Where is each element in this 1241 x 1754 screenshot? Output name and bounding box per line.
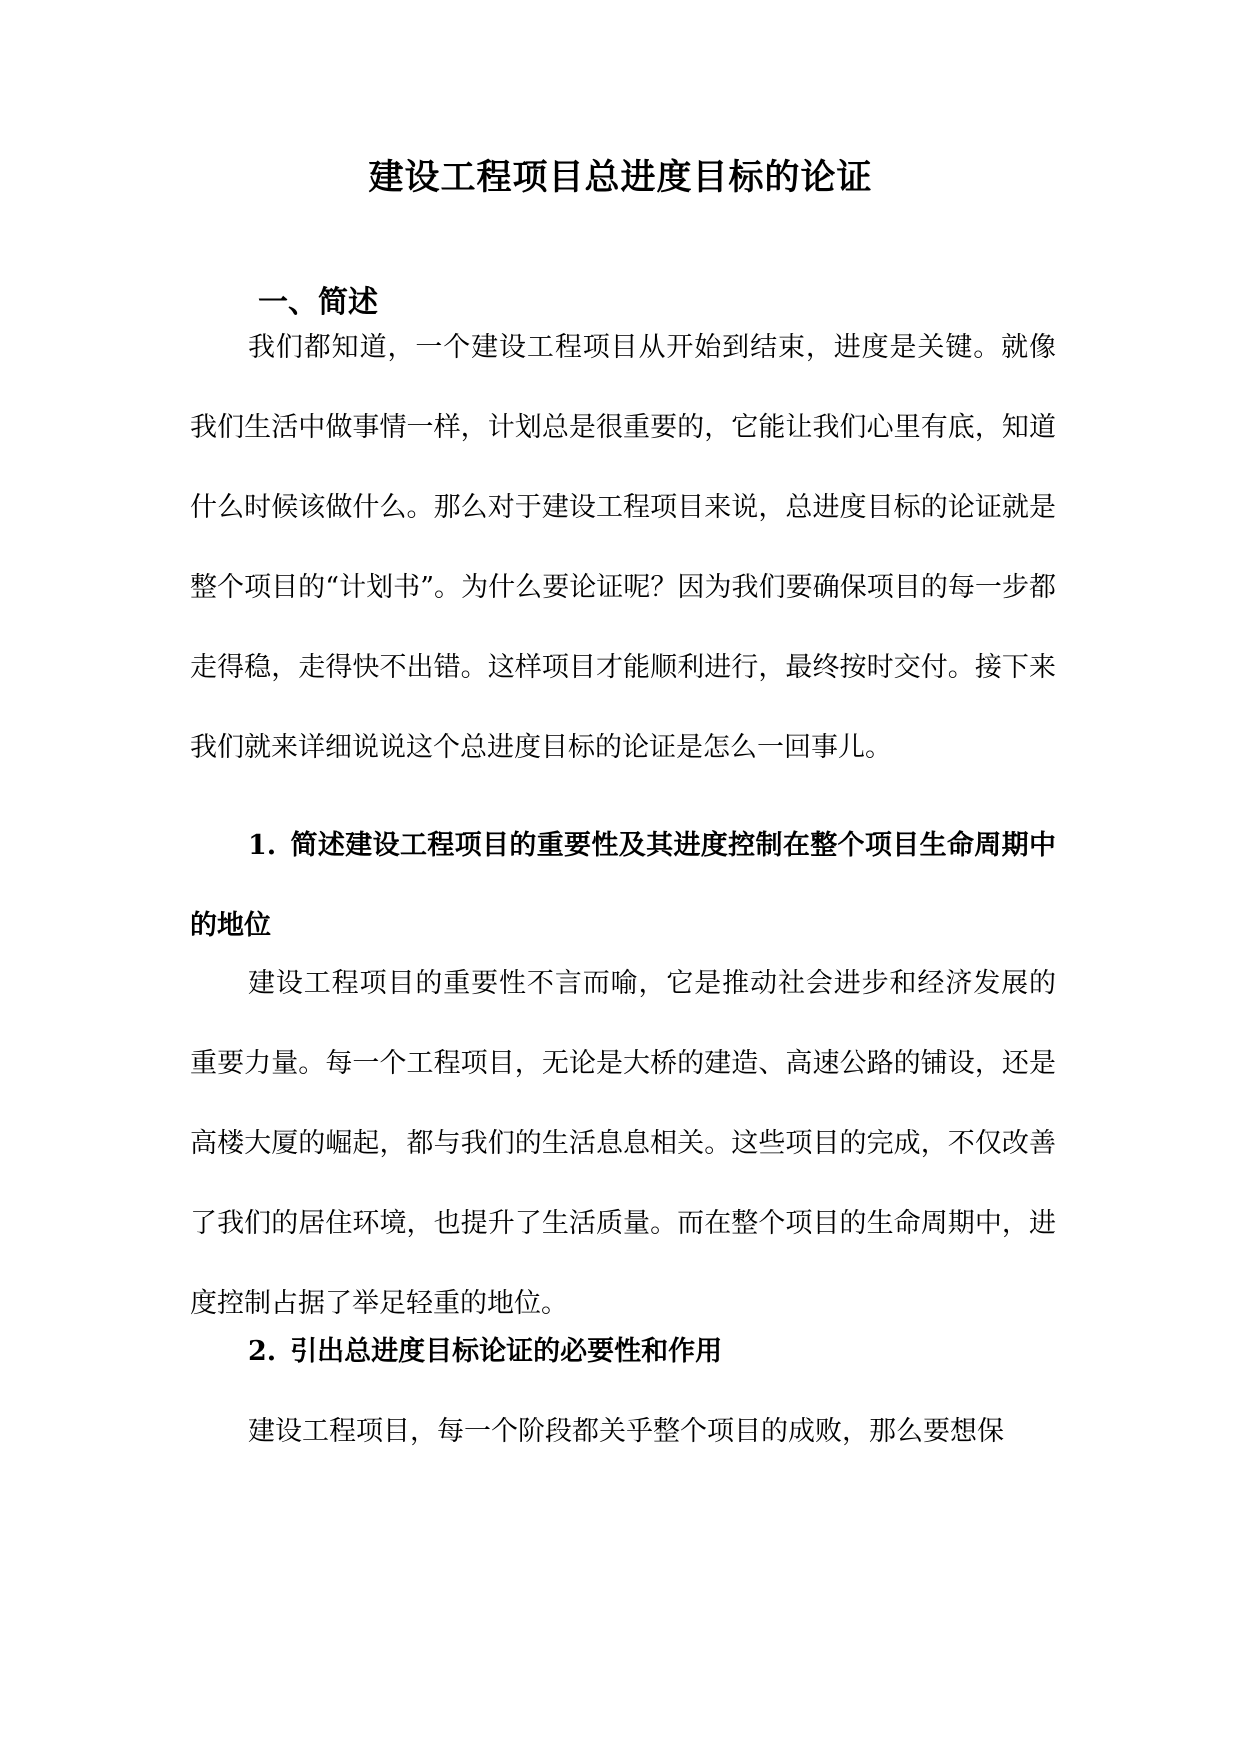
subsection-1-paragraph: 建设工程项目的重要性不言而喻，它是推动社会进步和经济发展的重要力量。每一个工程项目，无论是大桥的建造、高速公路的铺设，还是高楼大厦的崛起，都与我们的生活息息相关。这些项目的完成，不仅改善了我们的居住环境，也提升了生活质量。而在整个项目的生命周期中，进度控制占据了举足轻重的地位。 <box>190 968 1056 1319</box>
subsection-1-heading <box>190 806 1056 966</box>
subsection-2-paragraph: 建设工程项目，每一个阶段都关乎整个项目的成败，那么要想保 <box>248 1416 1004 1447</box>
subsection-1-number: 1. <box>248 830 277 861</box>
subsection-2-number: 2. <box>248 1336 277 1367</box>
section-heading: 一、简述 <box>258 285 378 320</box>
intro-paragraph: 我们都知道，一个建设工程项目从开始到结束，进度是关键。就像我们生活中做事情一样，计划总是很重要的，它能让我们心里有底，知道什么时候该做什么。那么对于建设工程项目来说，总进度目标的论证就是整个项目的“计划书”。为什么要论证呢？因为我们要确保项目的每一步都走得稳，走得快不出错。这样项目才能顺利进行，最终按时交付。接下来我们就来详细说说这个总进度目标的论证是怎么一回事儿。 <box>190 332 1056 763</box>
document-title: 建设工程项目总进度目标的论证 <box>368 157 873 198</box>
subsection-2-title: 引出总进度目标论证的必要性和作用 <box>290 1336 723 1367</box>
subsection-2-heading <box>190 1312 1056 1392</box>
subsection-1-title: 简述建设工程项目的重要性及其进度控制在整个项目生命周期中的地位 <box>190 830 1056 941</box>
